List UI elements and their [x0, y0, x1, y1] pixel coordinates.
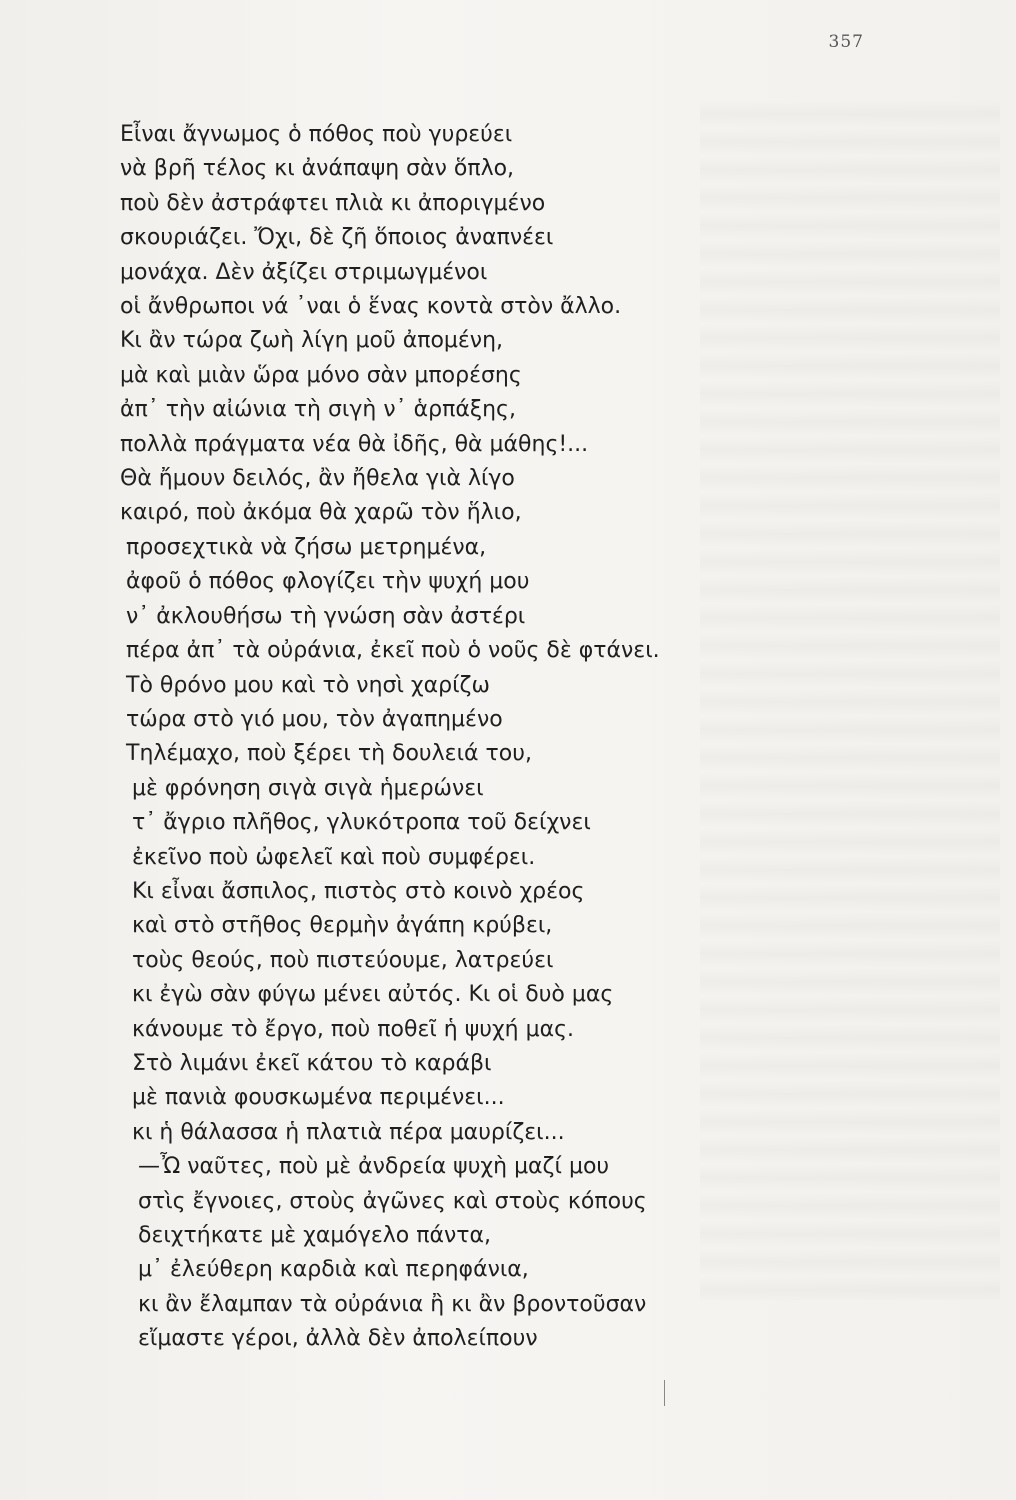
poem-line: Τὸ θρόνο μου καὶ τὸ νησὶ χαρίζω [126, 672, 490, 698]
poem-line: μὲ φρόνηση σιγὰ σιγὰ ἡμερώνει [132, 775, 484, 801]
poem-line: μ᾽ ἐλεύθερη καρδιὰ καὶ περηφάνια, [138, 1257, 529, 1283]
poem-line: κάνουμε τὸ ἔργο, ποὺ ποθεῖ ἡ ψυχή μας. [132, 1016, 574, 1042]
poem-line: ν᾽ ἀκλουθήσω τὴ γνώση σὰν ἀστέρι [126, 603, 526, 629]
poem-line: σκουριάζει. Ὄχι, δὲ ζῆ ὅποιος ἀναπνέει [120, 225, 554, 251]
poem-line: πολλὰ πράγματα νέα θὰ ἰδῆς, θὰ μάθης!... [120, 431, 589, 457]
poem-line: στὶς ἔγνοιες, στοὺς ἀγῶνες καὶ στοὺς κόπους [138, 1188, 647, 1214]
page-number: 357 [828, 32, 864, 52]
poem-line: Θὰ ἤμουν δειλός, ἂν ἤθελα γιὰ λίγο [120, 466, 515, 492]
poem-line: μονάχα. Δὲν ἀξίζει στριμωγμένοι [120, 259, 488, 285]
poem-line: προσεχτικὰ νὰ ζήσω μετρημένα, [126, 534, 487, 560]
poem-line: καιρό, ποὺ ἀκόμα θὰ χαρῶ τὸν ἥλιο, [120, 500, 522, 526]
poem-line: πέρα ἀπ᾽ τὰ οὐράνια, ἐκεῖ ποὺ ὁ νοῦς δὲ φτάνει. [126, 638, 660, 664]
poem-line: καὶ στὸ στῆθος θερμὴν ἀγάπη κρύβει, [132, 913, 553, 939]
poem-line: μὲ πανιὰ φουσκωμένα περιμένει... [132, 1085, 505, 1111]
poem-line: —Ὦ ναῦτες, ποὺ μὲ ἀνδρεία ψυχὴ μαζί μου [138, 1154, 610, 1180]
poem-line: ποὺ δὲν ἀστράφτει πλιὰ κι ἀποριγμένο [120, 190, 546, 216]
poem-line: Εἶναι ἄγνωμος ὁ πόθος ποὺ γυρεύει [120, 122, 513, 147]
poem-line: εἴμαστε γέροι, ἀλλὰ δὲν ἀπολείπουν [138, 1326, 538, 1352]
poem-line: ἀπ᾽ τὴν αἰώνια τὴ σιγὴ ν᾽ ἁρπάξης, [120, 397, 516, 423]
poem-line: Κι ἂν τώρα ζωὴ λίγη μοῦ ἀπομένη, [120, 328, 504, 354]
poem-line: Κι εἶναι ἄσπιλος, πιστὸς στὸ κοινὸ χρέος [132, 878, 585, 904]
poem-line: Τηλέμαχο, ποὺ ξέρει τὴ δουλειά του, [126, 741, 532, 767]
poem-line: κι ἂν ἔλαμπαν τὰ οὐράνια ἢ κι ἂν βροντοῦσαν [138, 1291, 647, 1317]
poem-line: κι ἡ θάλασσα ἡ πλατιὰ πέρα μαυρίζει... [132, 1119, 565, 1145]
poem-text [120, 118, 760, 1357]
poem-line: μὰ καὶ μιὰν ὥρα μόνο σὰν μπορέσης [120, 362, 522, 388]
poem-line: τοὺς θεούς, ποὺ πιστεύουμε, λατρεύει [132, 947, 554, 973]
poem-line: Στὸ λιμάνι ἐκεῖ κάτου τὸ καράβι [132, 1050, 492, 1076]
poem-line: τ᾽ ἄγριο πλῆθος, γλυκότροπα τοῦ δείχνει [132, 810, 591, 836]
margin-mark [664, 1380, 665, 1406]
poem-line: ἐκεῖνο ποὺ ὠφελεῖ καὶ ποὺ συμφέρει. [132, 844, 536, 870]
poem-line: νὰ βρῆ τέλος κι ἀνάπαψη σὰν ὅπλο, [120, 156, 515, 182]
poem-line: τώρα στὸ γιό μου, τὸν ἀγαπημένο [126, 706, 503, 732]
poem-line: κι ἐγὼ σὰν φύγω μένει αὐτός. Κι οἱ δυὸ μας [132, 982, 614, 1008]
poem-line: οἱ ἄνθρωποι νά ᾽ναι ὁ ἕνας κοντὰ στὸν ἄλλο. [120, 294, 622, 320]
poem-line: ἀφοῦ ὁ πόθος φλογίζει τὴν ψυχή μου [126, 569, 530, 595]
poem-line: δειχτήκατε μὲ χαμόγελο πάντα, [138, 1223, 491, 1248]
